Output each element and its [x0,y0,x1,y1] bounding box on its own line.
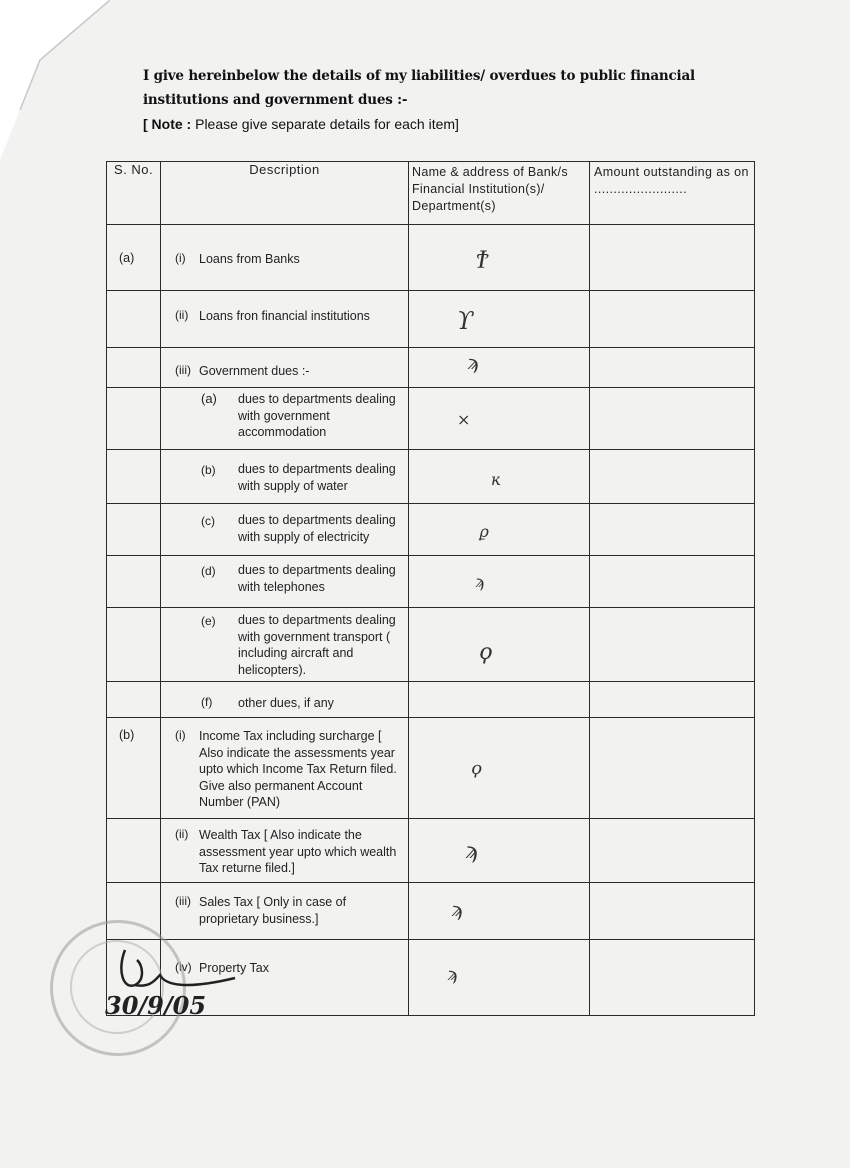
note-label: [ Note : [143,116,192,132]
row-text: Wealth Tax [ Also indicate the assessment year upto which wealth Tax returne filed.] [199,828,397,875]
row-text: Property Tax [199,961,269,975]
row-text: Loans fron financial institutions [199,309,370,323]
row-text: Loans from Banks [199,252,300,266]
handwritten-nil-mark: ĸ [491,470,501,489]
handwritten-nil-mark: ϡ [465,839,478,864]
table-row [107,556,755,608]
row-num: (iii) [175,363,191,377]
signature-date: 30/9/05 [105,991,207,1020]
table-row [107,291,755,348]
handwritten-nil-mark: ϒ [457,307,474,335]
handwritten-signature [95,930,245,1020]
sub-row-num: (e) [201,614,216,628]
table-row [107,718,755,819]
sub-row-num: (a) [201,391,217,406]
table-row [107,504,755,556]
table-row [107,225,755,291]
handwritten-nil-mark: ϡ [447,964,458,985]
row-num: (i) [175,728,186,742]
sub-row-text: dues to departments dealing with government transport ( including aircraft and helicopters). [238,613,396,677]
handwritten-nil-mark: ϙ [479,640,493,665]
folded-corner [0,0,110,160]
page-heading: I give hereinbelow the details of my liabilities/ overdues to public financial institutions and government dues :- [143,68,695,108]
header-sno: S. No. [107,162,161,225]
handwritten-nil-mark: ϡ [451,897,463,921]
section-b-label: (b) [107,718,161,819]
sub-row-text: dues to departments dealing with telephones [238,563,396,594]
handwritten-nil-mark: ϙ [471,758,482,779]
row-text: Government dues :- [199,364,310,378]
handwritten-nil-mark: ϼ [479,522,489,541]
sub-row-text: dues to departments dealing with supply of electricity [238,513,396,544]
row-num: (ii) [175,827,189,841]
table-row [107,450,755,504]
name-cell [409,225,590,291]
table-header-row [107,162,755,225]
sub-row-text: dues to departments dealing with supply of water [238,462,396,493]
sub-row-num: (b) [201,463,216,477]
note [143,116,459,132]
row-text: Income Tax including surcharge [ Also indicate the assessments year upto which Income Tax Return filed. Give also permanent Account Number (PAN) [199,729,397,809]
liabilities-table [106,161,755,1016]
header-name-address: Name & address of Bank/s Financial Institution(s)/ Department(s) [409,162,590,225]
amount-cell [590,225,755,291]
table-row [107,819,755,883]
row-text: Sales Tax [ Only in case of proprietary business.] [199,895,347,926]
handwritten-nil-mark: ϡ [475,572,485,591]
sub-row-num: (c) [201,514,215,528]
table-row [107,608,755,682]
row-num: (iii) [175,894,191,908]
note-text: Please give separate details for each item] [195,116,459,132]
sub-row-num: (d) [201,564,216,578]
table-row [107,388,755,450]
handwritten-nil-mark: × [457,410,471,429]
handwritten-nil-mark: Ϯ [477,245,488,275]
handwritten-nil-mark: ϡ [467,350,479,374]
table-row [107,682,755,718]
table-row [107,348,755,388]
sub-row-text: dues to departments dealing with government accommodation [238,392,396,439]
row-num: (iv) [175,960,192,974]
row-num: (ii) [175,308,189,322]
sub-row-num: (f) [201,695,213,709]
section-a-label: (a) [107,225,161,291]
header-amount: Amount outstanding as on ........................ [590,162,755,225]
sub-row-text: other dues, if any [238,696,334,710]
header-description: Description [161,162,409,225]
row-num: (i) [175,251,186,265]
